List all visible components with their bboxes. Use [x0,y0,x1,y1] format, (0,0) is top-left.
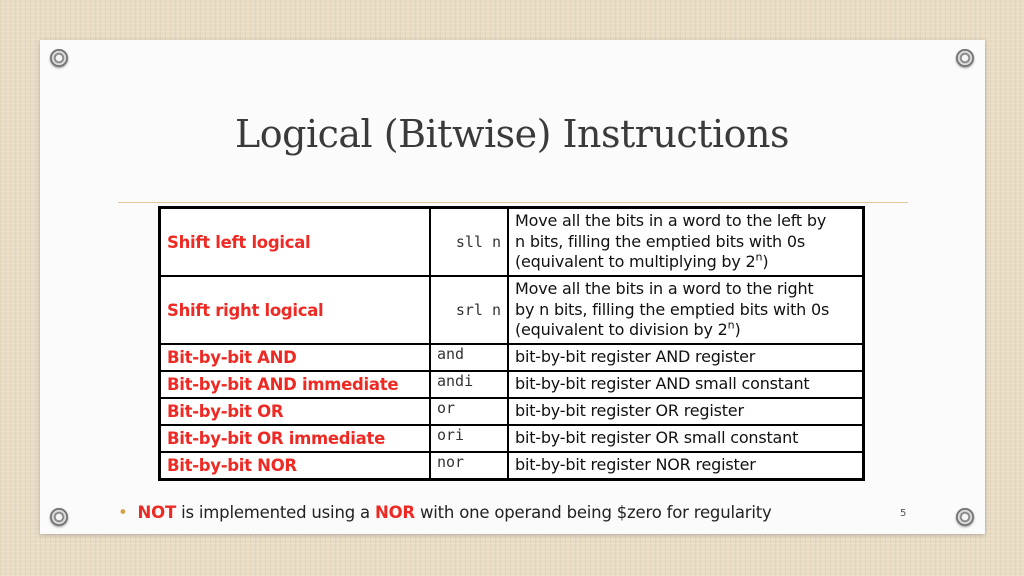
note-text: with one operand being $zero for regularity [414,503,772,522]
superscript: n [727,318,735,332]
mnemonic: ori [430,425,508,452]
note-text: is implemented using a [176,503,375,522]
description-line: n bits, filling the emptied bits with 0s [515,231,805,251]
description-line: (equivalent to multiplying by 2 [515,252,756,272]
table-row [160,398,864,425]
screw-icon-top-right [956,49,974,67]
description-line: Move all the bits in a word to the left by [515,211,827,231]
description: bit-by-bit register OR small constant [508,425,864,452]
description-line: by n bits, filling the emptied bits with 0s [515,299,830,319]
description [508,276,864,344]
operation-name: Bit-by-bit NOR [160,452,431,480]
description-line: ) [762,252,769,272]
description: bit-by-bit register NOR register [508,452,864,480]
instruction-table [158,206,865,481]
table-row [160,452,864,480]
screw-icon-top-left [50,49,68,67]
mnemonic: andi [430,371,508,398]
description [508,208,864,277]
bullet-icon: • [118,503,128,522]
table-row [160,276,864,344]
description-line: Move all the bits in a word to the right [515,279,814,299]
keyword-not: NOT [137,503,177,522]
description: bit-by-bit register AND small constant [508,371,864,398]
operation-name: Shift left logical [160,208,431,277]
operation-name: Shift right logical [160,276,431,344]
mnemonic: srl n [430,276,508,344]
mnemonic: nor [430,452,508,480]
table-row [160,371,864,398]
description: bit-by-bit register OR register [508,398,864,425]
mnemonic: sll n [430,208,508,277]
description-line: ) [734,320,741,340]
table-row [160,425,864,452]
screw-icon-bottom-left [50,508,68,526]
description-line: (equivalent to division by 2 [515,320,728,340]
operation-name: Bit-by-bit OR immediate [160,425,431,452]
keyword-nor: NOR [374,503,415,522]
mnemonic: and [430,344,508,371]
slide-number: 5 [900,508,907,519]
slide-title: Logical (Bitwise) Instructions [235,112,789,156]
superscript: n [755,250,763,264]
operation-name: Bit-by-bit OR [160,398,431,425]
title-divider [118,202,908,203]
mnemonic: or [430,398,508,425]
operation-name: Bit-by-bit AND immediate [160,371,431,398]
operation-name: Bit-by-bit AND [160,344,431,371]
bullet-note [118,503,772,522]
screw-icon-bottom-right [956,508,974,526]
table-row [160,344,864,371]
description: bit-by-bit register AND register [508,344,864,371]
table-row [160,208,864,277]
